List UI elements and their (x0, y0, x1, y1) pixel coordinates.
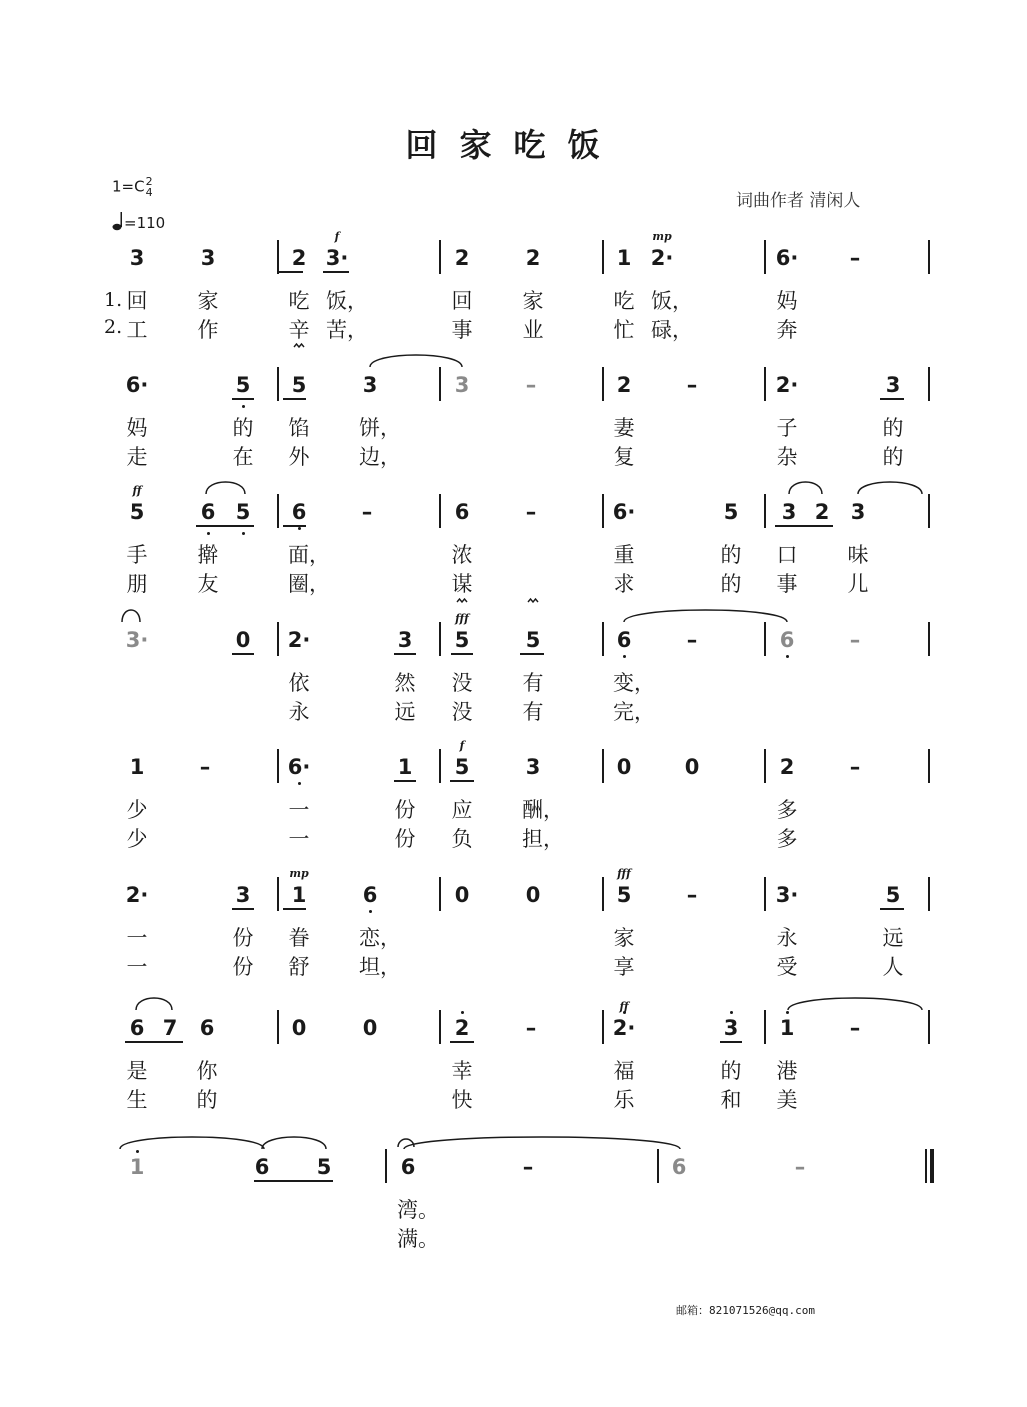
jianpu-note: 6 (616, 628, 632, 652)
lyric-verse-1: 回 (451, 289, 473, 313)
lyric-verse-2: 满。 (397, 1227, 439, 1251)
bar-line (764, 622, 766, 656)
dynamic-mark: fff (455, 612, 469, 625)
bar-line (764, 1010, 766, 1044)
octave-dot-below (298, 782, 301, 785)
lyric-verse-1: 面， (288, 543, 330, 567)
jianpu-note: 3· (125, 628, 149, 652)
underline-beam (880, 398, 904, 400)
lyric-verse-2: 人 (882, 955, 904, 979)
lyric-verse-2: 作 (197, 318, 219, 342)
bar-line (277, 877, 279, 911)
lyric-verse-1: 浓 (451, 543, 473, 567)
lyric-verse-1: 幸 (451, 1059, 473, 1083)
lyric-verse-2: 一 (126, 955, 148, 979)
lyric-verse-2: 负 (451, 827, 473, 851)
lyric-verse-1: 有 (522, 671, 544, 695)
lyric-verse-1: 的 (882, 416, 904, 440)
bar-line (602, 240, 604, 274)
lyric-verse-1: 应 (451, 798, 473, 822)
jianpu-note: – (525, 500, 537, 524)
bar-line (764, 749, 766, 783)
jianpu-note: 3 (723, 1016, 739, 1040)
lyric-verse-2: 谋 (451, 572, 473, 596)
jianpu-note: 5 (129, 500, 145, 524)
jianpu-note: 1 (129, 1155, 145, 1179)
lyric-verse-2: 辛 (288, 318, 310, 342)
jianpu-note: 3 (885, 373, 901, 397)
underline-beam (283, 908, 306, 910)
lyric-verse-1: 吃 (288, 289, 310, 313)
underline-beam (880, 908, 904, 910)
jianpu-note: 2 (814, 500, 830, 524)
bar-line (439, 367, 441, 401)
lyric-verse-2: 有 (522, 700, 544, 724)
jianpu-note: 5 (235, 500, 251, 524)
jianpu-note: 5 (616, 883, 632, 907)
jianpu-note: 0 (235, 628, 251, 652)
bar-line (928, 749, 930, 783)
lyric-verse-1: 份 (394, 798, 416, 822)
dynamic-mark: f (334, 230, 340, 243)
verse-number-1: 1. (104, 289, 123, 311)
octave-dot-above (730, 1011, 733, 1014)
bar-line (928, 1010, 930, 1044)
bar-line (928, 240, 930, 274)
jianpu-note: – (686, 628, 698, 652)
lyric-verse-1: 子 (776, 416, 798, 440)
jianpu-note: 5 (235, 373, 251, 397)
octave-dot-below (786, 655, 789, 658)
bar-line (277, 494, 279, 528)
lyric-verse-1: 一 (288, 798, 310, 822)
jianpu-note: – (849, 246, 861, 270)
lyric-verse-2: 事 (776, 572, 798, 596)
lyric-verse-1: 家 (197, 289, 219, 313)
bar-line (439, 1010, 441, 1044)
lyric-verse-1: 重 (613, 543, 635, 567)
lyric-verse-1: 是 (126, 1059, 148, 1083)
octave-dot-below (242, 405, 245, 408)
lyric-verse-1: 手 (126, 543, 148, 567)
bar-line (602, 367, 604, 401)
jianpu-note: 5 (885, 883, 901, 907)
jianpu-note: 0 (291, 1016, 307, 1040)
lyric-verse-1: 家 (522, 289, 544, 313)
jianpu-note: 3· (775, 883, 799, 907)
jianpu-note: 5 (723, 500, 739, 524)
jianpu-note: 3 (454, 373, 470, 397)
bar-line (602, 749, 604, 783)
octave-dot-above (786, 1011, 789, 1014)
jianpu-note: 6 (779, 628, 795, 652)
lyric-verse-2: 工 (126, 318, 148, 342)
underline-beam (278, 271, 303, 273)
lyric-verse-1: 一 (126, 926, 148, 950)
underline-beam (232, 908, 254, 910)
lyric-verse-2: 完， (613, 700, 655, 724)
lyric-verse-1: 的 (232, 416, 254, 440)
tempo-value: =110 (124, 214, 166, 232)
lyric-verse-1: 福 (613, 1059, 635, 1083)
bar-line (764, 240, 766, 274)
underline-beam (254, 1180, 333, 1182)
octave-dot-above (461, 1011, 464, 1014)
dynamic-mark: mp (289, 867, 309, 880)
lyric-verse-1: 饼， (359, 416, 401, 440)
bar-line (277, 622, 279, 656)
jianpu-note: – (849, 1016, 861, 1040)
jianpu-note: – (849, 755, 861, 779)
underline-beam (394, 653, 416, 655)
lyric-verse-1: 没 (451, 671, 473, 695)
jianpu-note: – (849, 628, 861, 652)
jianpu-note: 1 (397, 755, 413, 779)
jianpu-note: 6 (254, 1155, 270, 1179)
jianpu-note: 6 (454, 500, 470, 524)
lyric-verse-2: 在 (232, 445, 254, 469)
bar-line (277, 367, 279, 401)
jianpu-note: 6 (129, 1016, 145, 1040)
bar-line (602, 877, 604, 911)
jianpu-note: 5 (316, 1155, 332, 1179)
jianpu-note: – (525, 373, 537, 397)
jianpu-note: – (686, 373, 698, 397)
lyric-verse-2: 复 (613, 445, 635, 469)
bar-line (764, 877, 766, 911)
lyric-verse-2: 份 (394, 827, 416, 851)
lyric-verse-1: 远 (882, 926, 904, 950)
jianpu-note: 2· (612, 1016, 636, 1040)
jianpu-note: 6 (200, 500, 216, 524)
octave-dot-below (369, 910, 372, 913)
bar-line (657, 1149, 659, 1183)
jianpu-note: 6· (775, 246, 799, 270)
lyric-verse-2: 乐 (613, 1088, 635, 1112)
lyric-verse-1: 饭， (326, 289, 368, 313)
jianpu-note: 5 (454, 628, 470, 652)
dynamic-mark: fff (617, 867, 631, 880)
jianpu-note: – (525, 1016, 537, 1040)
lyric-verse-1: 依 (288, 671, 310, 695)
lyric-verse-1: 妈 (126, 416, 148, 440)
octave-dot-below (242, 532, 245, 535)
underline-beam (283, 398, 306, 400)
bar-line (385, 1149, 387, 1183)
jianpu-note: 1 (616, 246, 632, 270)
composer-credit: 词曲作者 清闲人 (736, 191, 861, 211)
bar-line (764, 367, 766, 401)
lyric-verse-1: 眷 (288, 926, 310, 950)
jianpu-note: 2 (454, 246, 470, 270)
underline-beam (394, 780, 416, 782)
lyric-verse-1: 口 (776, 543, 798, 567)
jianpu-note: 0 (525, 883, 541, 907)
key-label: 1=C (112, 177, 145, 196)
lyric-verse-2: 的 (882, 445, 904, 469)
bar-line (277, 240, 279, 274)
jianpu-note: 3 (129, 246, 145, 270)
lyric-verse-2: 朋 (126, 572, 148, 596)
lyric-verse-1: 少 (126, 798, 148, 822)
jianpu-note: 5 (291, 373, 307, 397)
slur (788, 998, 922, 1010)
slur (624, 610, 787, 622)
jianpu-note: 6· (287, 755, 311, 779)
lyric-verse-1: 家 (613, 926, 635, 950)
final-bar-line (925, 1149, 927, 1183)
lyric-verse-2: 少 (126, 827, 148, 851)
slur (262, 1137, 326, 1149)
jianpu-note: 6· (125, 373, 149, 397)
lyric-verse-1: 永 (776, 926, 798, 950)
slur (858, 482, 922, 494)
lyric-verse-2: 份 (232, 955, 254, 979)
bar-line (764, 494, 766, 528)
underline-beam (720, 1041, 742, 1043)
jianpu-note: 3 (200, 246, 216, 270)
bar-line (928, 622, 930, 656)
underline-beam (283, 525, 306, 527)
jianpu-note: 2· (650, 246, 674, 270)
jianpu-note: 6 (671, 1155, 687, 1179)
octave-dot-below (207, 532, 210, 535)
slur (789, 482, 822, 494)
dynamic-mark: ff (619, 1000, 629, 1013)
jianpu-note: – (522, 1155, 534, 1179)
slur (122, 610, 140, 622)
lyric-verse-1: 擀 (197, 543, 219, 567)
jianpu-note: 6 (400, 1155, 416, 1179)
lyric-verse-2: 永 (288, 700, 310, 724)
underline-beam (450, 780, 474, 782)
jianpu-note: – (361, 500, 373, 524)
song-title: 回家吃饭 (405, 126, 622, 164)
jianpu-note: 5 (525, 628, 541, 652)
jianpu-note: 3 (850, 500, 866, 524)
bar-line (439, 877, 441, 911)
lyric-verse-1: 回 (126, 289, 148, 313)
jianpu-note: 2 (779, 755, 795, 779)
lyric-verse-1: 的 (720, 543, 742, 567)
jianpu-note: – (686, 883, 698, 907)
lyric-verse-1: 的 (720, 1059, 742, 1083)
lyric-verse-2: 走 (126, 445, 148, 469)
lyric-verse-1: 吃 (613, 289, 635, 313)
jianpu-note: 3 (397, 628, 413, 652)
lyric-verse-2: 和 (720, 1088, 742, 1112)
lyric-verse-2: 一 (288, 827, 310, 851)
ornament-mark (528, 599, 538, 602)
octave-dot-below (298, 527, 301, 530)
bar-line (439, 749, 441, 783)
bar-line (928, 367, 930, 401)
slur (206, 482, 245, 494)
octave-dot-below (623, 655, 626, 658)
lyric-verse-2: 碌， (651, 318, 693, 342)
bar-line (277, 749, 279, 783)
jianpu-note: 2· (287, 628, 311, 652)
underline-beam (451, 653, 473, 655)
lyric-verse-1: 你 (196, 1059, 218, 1083)
lyric-verse-2: 奔 (776, 318, 798, 342)
underline-beam (232, 398, 254, 400)
lyric-verse-1: 妻 (613, 416, 635, 440)
bar-line (602, 494, 604, 528)
jianpu-note: 5 (454, 755, 470, 779)
underline-beam (775, 525, 833, 527)
lyric-verse-1: 份 (232, 926, 254, 950)
bar-line (928, 494, 930, 528)
bar-line (602, 622, 604, 656)
lyric-verse-2: 远 (394, 700, 416, 724)
lyric-verse-2: 业 (522, 318, 544, 342)
jianpu-note: 1 (129, 755, 145, 779)
lyric-verse-2: 圈， (288, 572, 330, 596)
jianpu-note: 2· (125, 883, 149, 907)
underline-beam (323, 271, 349, 273)
jianpu-note: 2 (454, 1016, 470, 1040)
jianpu-note: 0 (616, 755, 632, 779)
lyric-verse-1: 饭， (651, 289, 693, 313)
lyric-verse-1: 港 (776, 1059, 798, 1083)
jianpu-note: 2 (616, 373, 632, 397)
lyric-verse-1: 然 (394, 671, 416, 695)
lyric-verse-2: 享 (613, 955, 635, 979)
lyric-verse-2: 外 (288, 445, 310, 469)
lyric-verse-2: 的 (196, 1088, 218, 1112)
underline-beam (520, 653, 544, 655)
jianpu-note: 2 (291, 246, 307, 270)
dynamic-mark: ff (132, 484, 142, 497)
lyric-verse-2: 舒 (288, 955, 310, 979)
jianpu-note: 2· (775, 373, 799, 397)
slur (136, 998, 172, 1010)
lyric-verse-2: 的 (720, 572, 742, 596)
underline-beam (450, 1041, 474, 1043)
time-signature-bottom: 4 (145, 186, 153, 199)
jianpu-note: 2 (525, 246, 541, 270)
jianpu-note: 7 (162, 1016, 178, 1040)
lyric-verse-1: 味 (847, 543, 869, 567)
fermata-icon (398, 1139, 414, 1147)
lyric-verse-2: 杂 (776, 445, 798, 469)
bar-line (277, 1010, 279, 1044)
dynamic-mark: f (459, 739, 465, 752)
lyric-verse-2: 友 (197, 572, 219, 596)
jianpu-note: 3· (325, 246, 349, 270)
jianpu-note: 3 (362, 373, 378, 397)
dynamic-mark: mp (652, 230, 672, 243)
jianpu-note: 1 (291, 883, 307, 907)
bar-line (439, 622, 441, 656)
lyric-verse-1: 变， (613, 671, 655, 695)
time-signature-top: 2 (145, 175, 153, 188)
slur (370, 355, 462, 367)
lyric-verse-2: 儿 (847, 572, 869, 596)
lyric-verse-2: 生 (126, 1088, 148, 1112)
final-bar-line (930, 1149, 934, 1183)
slur (404, 1137, 680, 1149)
jianpu-note: 0 (362, 1016, 378, 1040)
jianpu-note: 0 (684, 755, 700, 779)
underline-beam (232, 653, 254, 655)
underline-beam (196, 525, 254, 527)
jianpu-note: 3 (235, 883, 251, 907)
lyric-verse-2: 担， (522, 827, 564, 851)
jianpu-note: 6· (612, 500, 636, 524)
lyric-verse-1: 湾。 (397, 1198, 439, 1222)
ornament-mark (457, 599, 467, 602)
lyric-verse-2: 没 (451, 700, 473, 724)
lyric-verse-1: 妈 (776, 289, 798, 313)
email-footer: 邮箱：821071526@qq.com (676, 1304, 815, 1317)
octave-dot-above (136, 1150, 139, 1153)
verse-number-2: 2. (104, 316, 123, 338)
lyric-verse-2: 事 (451, 318, 473, 342)
lyric-verse-2: 受 (776, 955, 798, 979)
lyric-verse-2: 多 (776, 827, 798, 851)
jianpu-note: 6 (199, 1016, 215, 1040)
jianpu-note: – (794, 1155, 806, 1179)
jianpu-note: 0 (454, 883, 470, 907)
jianpu-note: 3 (781, 500, 797, 524)
ornament-mark (294, 344, 304, 347)
lyric-verse-1: 多 (776, 798, 798, 822)
lyric-verse-1: 酬， (522, 798, 564, 822)
bar-line (439, 494, 441, 528)
jianpu-note: 6 (362, 883, 378, 907)
jianpu-note: 6 (291, 500, 307, 524)
lyric-verse-2: 苦， (326, 318, 368, 342)
jianpu-note: 1 (779, 1016, 795, 1040)
lyric-verse-1: 馅 (288, 416, 310, 440)
slur (120, 1137, 264, 1149)
lyric-verse-2: 美 (776, 1088, 798, 1112)
jianpu-note: 3 (525, 755, 541, 779)
bar-line (602, 1010, 604, 1044)
lyric-verse-2: 边， (359, 445, 401, 469)
lyric-verse-2: 求 (613, 572, 635, 596)
bar-line (928, 877, 930, 911)
lyric-verse-2: 忙 (613, 318, 635, 342)
lyric-verse-2: 坦， (359, 955, 401, 979)
underline-beam (125, 1041, 183, 1043)
jianpu-note: – (199, 755, 211, 779)
lyric-verse-1: 恋， (359, 926, 401, 950)
lyric-verse-2: 快 (451, 1088, 473, 1112)
bar-line (439, 240, 441, 274)
